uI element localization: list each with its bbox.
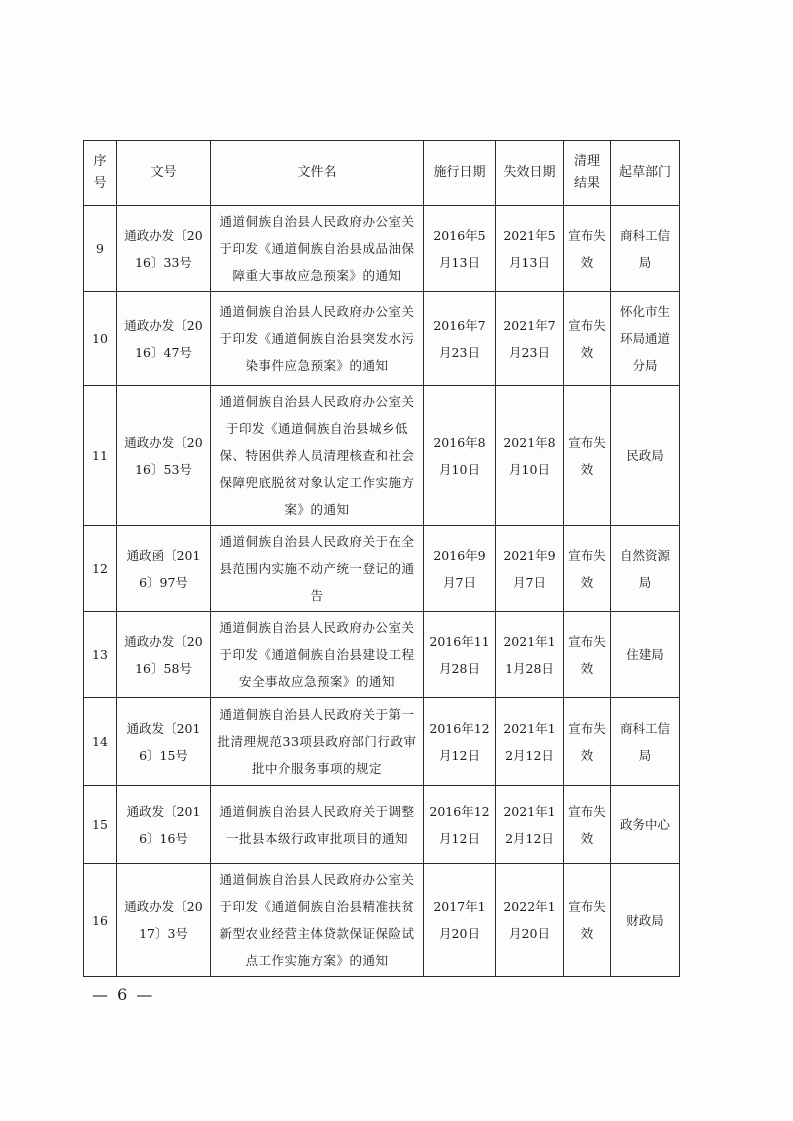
- table-row: [84, 206, 680, 292]
- row-index: 9: [84, 206, 117, 292]
- row-effective-date: 2016年9月7日: [424, 526, 496, 612]
- page-number: — 6 —: [92, 985, 155, 1004]
- row-expiry-date: 2021年11月28日: [496, 612, 564, 698]
- row-doc-name: 通道侗族自治县人民政府关于调整一批县本级行政审批项目的通知: [211, 786, 424, 864]
- row-doc-no: 通政办发〔2016〕58号: [117, 612, 211, 698]
- row-index: 15: [84, 786, 117, 864]
- row-dept: 住建局: [611, 612, 680, 698]
- header-result: 清理结果: [564, 141, 611, 206]
- table-row: [84, 292, 680, 386]
- row-effective-date: 2016年12月12日: [424, 786, 496, 864]
- row-doc-no: 通政函〔2016〕97号: [117, 526, 211, 612]
- row-result: 宣布失效: [564, 864, 611, 977]
- row-index: 10: [84, 292, 117, 386]
- row-dept: 财政局: [611, 864, 680, 977]
- row-doc-no: 通政办发〔2016〕53号: [117, 386, 211, 526]
- row-index: 11: [84, 386, 117, 526]
- row-doc-name: 通道侗族自治县人民政府关于第一批清理规范33项县政府部门行政审批中介服务事项的规定: [211, 698, 424, 786]
- row-effective-date: 2016年11月28日: [424, 612, 496, 698]
- row-effective-date: 2016年12月12日: [424, 698, 496, 786]
- row-doc-name: 通道侗族自治县人民政府办公室关于印发《通道侗族自治县成品油保障重大事故应急预案》的通知: [211, 206, 424, 292]
- table-row: [84, 786, 680, 864]
- header-doc-name: 文件名: [211, 141, 424, 206]
- row-doc-name: 通道侗族自治县人民政府办公室关于印发《通道侗族自治县城乡低保、特困供养人员清理核查和社会保障兜底脱贫对象认定工作实施方案》的通知: [211, 386, 424, 526]
- table-row: [84, 526, 680, 612]
- document-cleanup-table: [83, 140, 680, 977]
- row-result: 宣布失效: [564, 786, 611, 864]
- row-dept: 商科工信局: [611, 206, 680, 292]
- row-result: 宣布失效: [564, 612, 611, 698]
- row-index: 12: [84, 526, 117, 612]
- row-result: 宣布失效: [564, 386, 611, 526]
- row-doc-no: 通政办发〔2016〕33号: [117, 206, 211, 292]
- row-effective-date: 2016年7月23日: [424, 292, 496, 386]
- row-expiry-date: 2021年12月12日: [496, 786, 564, 864]
- row-dept: 民政局: [611, 386, 680, 526]
- row-index: 16: [84, 864, 117, 977]
- row-dept: 商科工信局: [611, 698, 680, 786]
- header-index: 序号: [84, 141, 117, 206]
- row-expiry-date: 2021年12月12日: [496, 698, 564, 786]
- table-row: [84, 864, 680, 977]
- row-doc-no: 通政办发〔2017〕3号: [117, 864, 211, 977]
- row-expiry-date: 2021年5月13日: [496, 206, 564, 292]
- row-doc-name: 通道侗族自治县人民政府办公室关于印发《通道侗族自治县建设工程安全事故应急预案》的通知: [211, 612, 424, 698]
- row-doc-no: 通政发〔2016〕16号: [117, 786, 211, 864]
- row-expiry-date: 2021年9月7日: [496, 526, 564, 612]
- table-row: [84, 612, 680, 698]
- row-result: 宣布失效: [564, 526, 611, 612]
- row-dept: 政务中心: [611, 786, 680, 864]
- row-expiry-date: 2022年1月20日: [496, 864, 564, 977]
- row-doc-name: 通道侗族自治县人民政府关于在全县范围内实施不动产统一登记的通告: [211, 526, 424, 612]
- row-doc-no: 通政办发〔2016〕47号: [117, 292, 211, 386]
- header-effective-date: 施行日期: [424, 141, 496, 206]
- row-effective-date: 2016年5月13日: [424, 206, 496, 292]
- row-result: 宣布失效: [564, 206, 611, 292]
- row-index: 13: [84, 612, 117, 698]
- row-expiry-date: 2021年8月10日: [496, 386, 564, 526]
- row-result: 宣布失效: [564, 292, 611, 386]
- table-row: [84, 386, 680, 526]
- header-dept: 起草部门: [611, 141, 680, 206]
- row-result: 宣布失效: [564, 698, 611, 786]
- row-effective-date: 2017年1月20日: [424, 864, 496, 977]
- row-dept: 怀化市生环局通道分局: [611, 292, 680, 386]
- row-index: 14: [84, 698, 117, 786]
- row-doc-name: 通道侗族自治县人民政府办公室关于印发《通道侗族自治县精准扶贫新型农业经营主体贷款保证保险试点工作实施方案》的通知: [211, 864, 424, 977]
- header-row: [84, 141, 680, 206]
- row-doc-name: 通道侗族自治县人民政府办公室关于印发《通道侗族自治县突发水污染事件应急预案》的通知: [211, 292, 424, 386]
- row-effective-date: 2016年8月10日: [424, 386, 496, 526]
- row-doc-no: 通政发〔2016〕15号: [117, 698, 211, 786]
- header-expiry-date: 失效日期: [496, 141, 564, 206]
- row-dept: 自然资源局: [611, 526, 680, 612]
- table-row: [84, 698, 680, 786]
- header-doc-no: 文号: [117, 141, 211, 206]
- row-expiry-date: 2021年7月23日: [496, 292, 564, 386]
